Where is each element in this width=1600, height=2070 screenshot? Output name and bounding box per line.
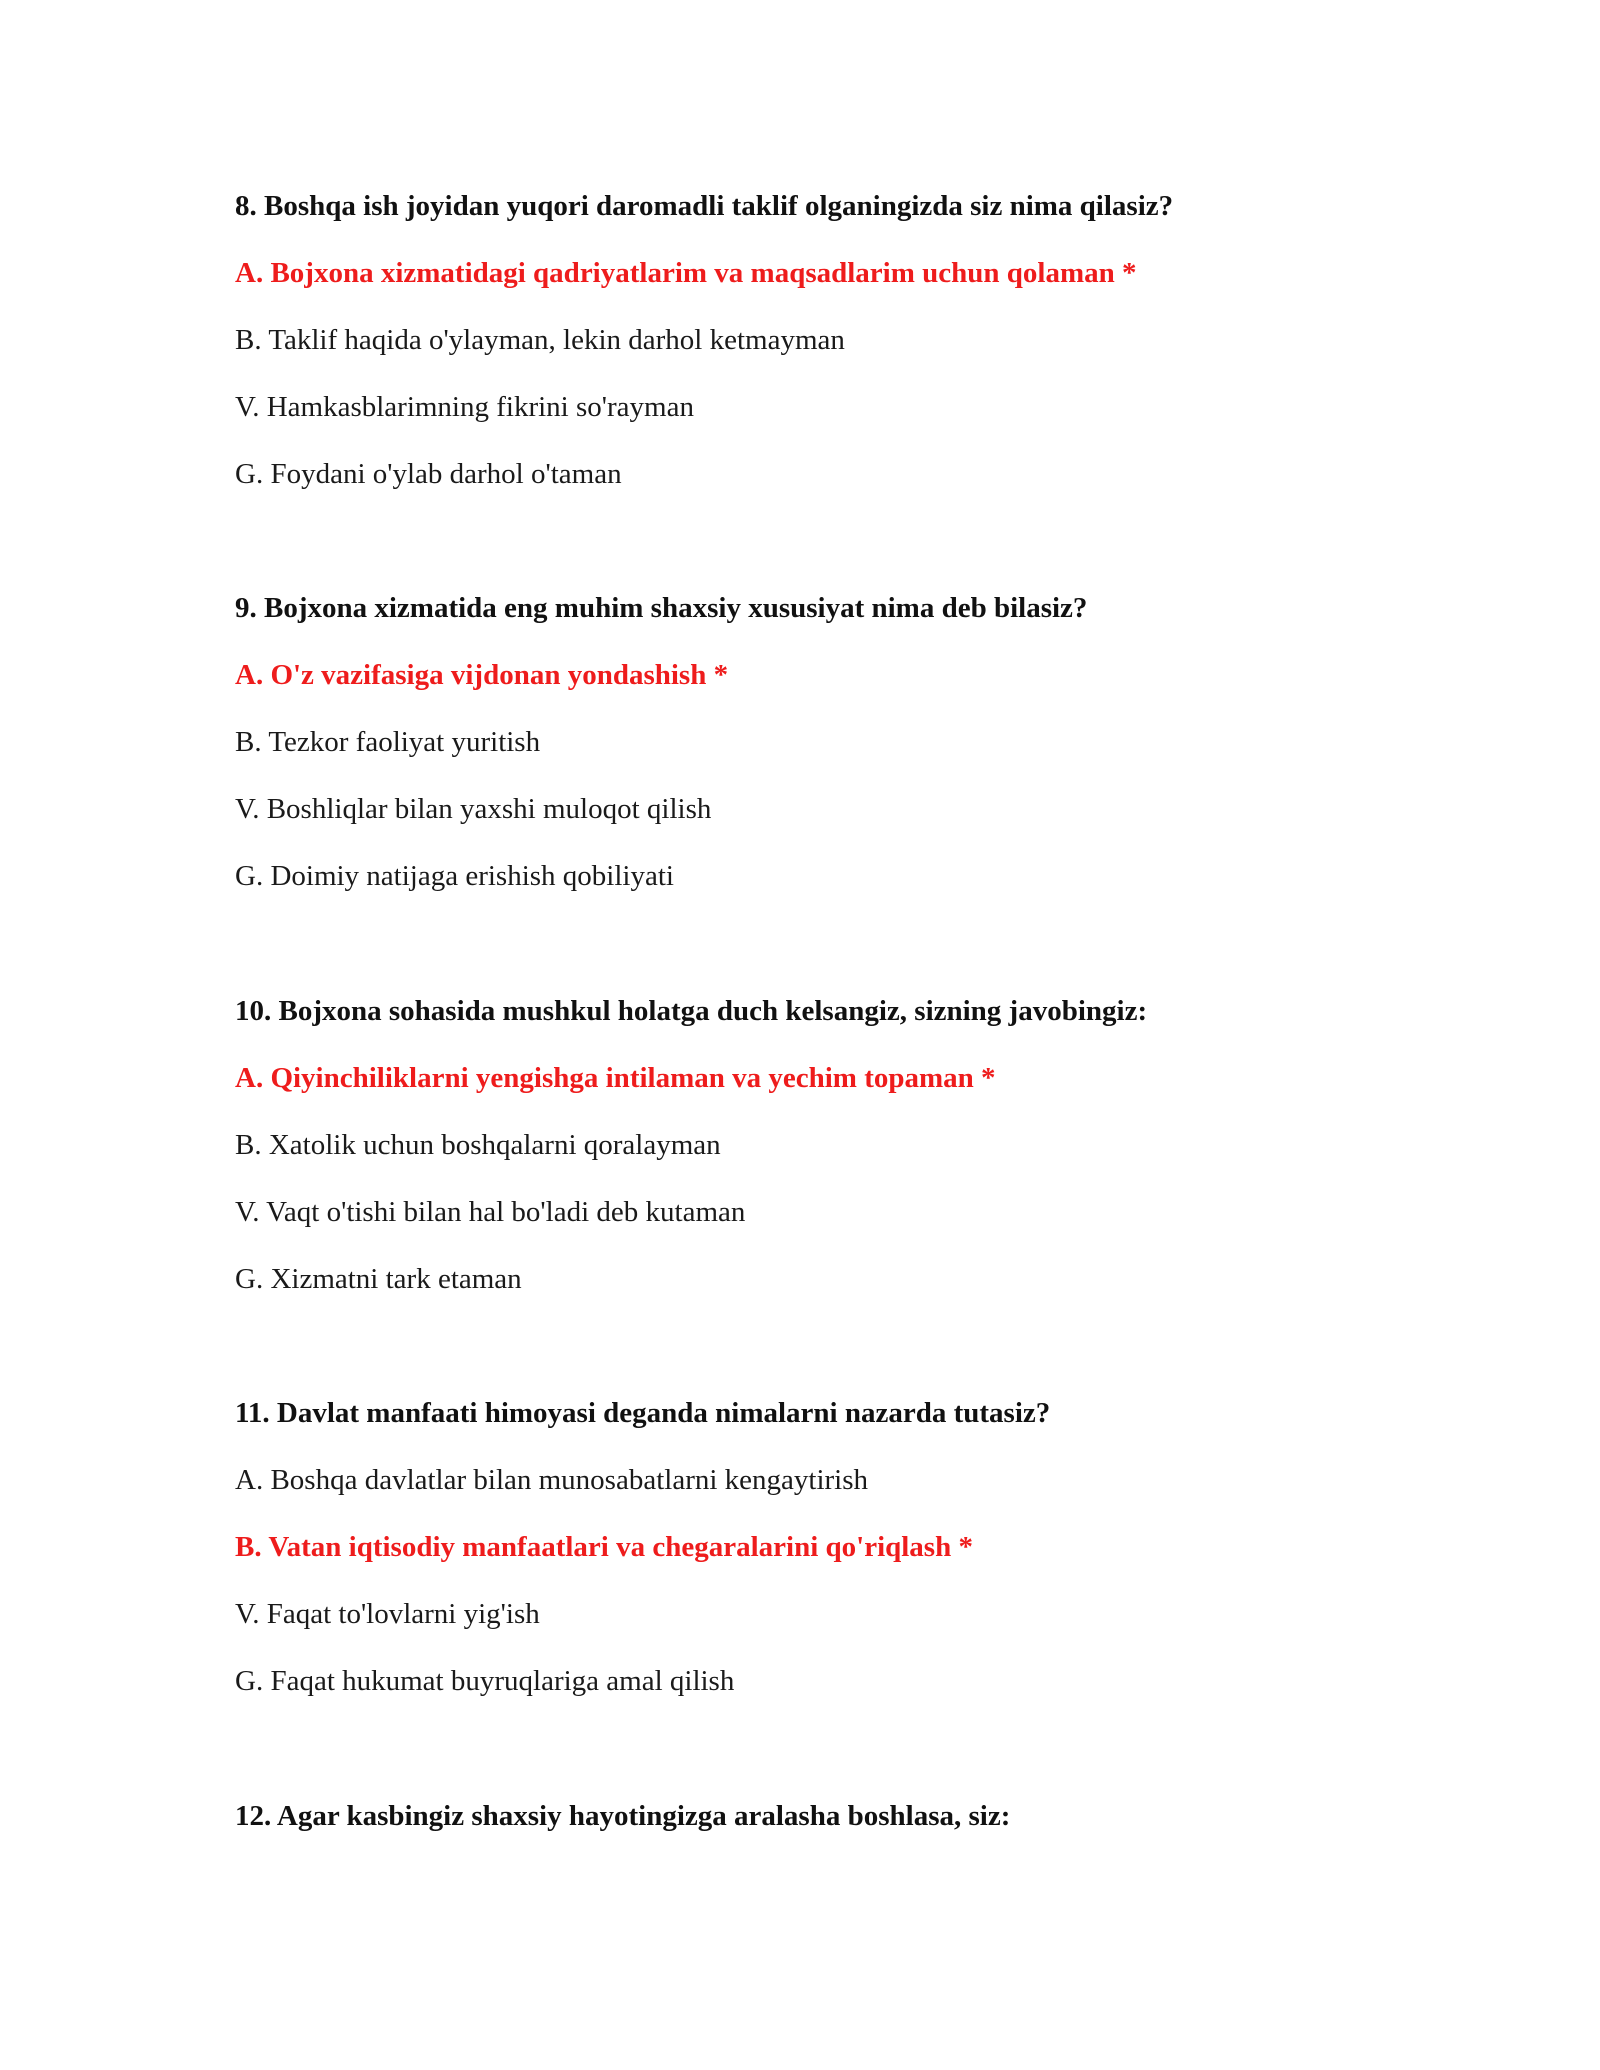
answer-option: G. Foydani o'ylab darhol o'taman [235,458,622,490]
answer-option: V. Hamkasblarimning fikrini so'rayman [235,391,694,423]
answer-option-correct: A. O'z vazifasiga vijdonan yondashish * [235,659,729,691]
answer-option: V. Faqat to'lovlarni yig'ish [235,1598,540,1630]
question-text: 12. Agar kasbingiz shaxsiy hayotingizga aralasha boshlasa, siz: [235,1800,1011,1832]
answer-option: G. Doimiy natijaga erishish qobiliyati [235,860,674,892]
answer-option: B. Xatolik uchun boshqalarni qoralayman [235,1129,721,1161]
question-text: 10. Bojxona sohasida mushkul holatga duch kelsangiz, sizning javobingiz: [235,995,1148,1027]
answer-option: V. Vaqt o'tishi bilan hal bo'ladi deb kutaman [235,1196,746,1228]
answer-option: G. Xizmatni tark etaman [235,1263,522,1295]
answer-option: B. Taklif haqida o'ylayman, lekin darhol ketmayman [235,324,845,356]
question-text: 9. Bojxona xizmatida eng muhim shaxsiy xususiyat nima deb bilasiz? [235,592,1088,624]
answer-option-correct: A. Qiyinchiliklarni yengishga intilaman va yechim topaman * [235,1062,996,1094]
answer-option: V. Boshliqlar bilan yaxshi muloqot qilish [235,793,712,825]
answer-option: A. Boshqa davlatlar bilan munosabatlarni kengaytirish [235,1464,869,1496]
answer-option-correct: B. Vatan iqtisodiy manfaatlari va chegaralarini qo'riqlash * [235,1531,973,1563]
answer-option: G. Faqat hukumat buyruqlariga amal qilish [235,1665,735,1697]
answer-option-correct: A. Bojxona xizmatidagi qadriyatlarim va maqsadlarim uchun qolaman * [235,257,1137,289]
question-text: 8. Boshqa ish joyidan yuqori daromadli taklif olganingizda siz nima qilasiz? [235,190,1174,222]
answer-option: B. Tezkor faoliyat yuritish [235,726,541,758]
question-text: 11. Davlat manfaati himoyasi deganda nimalarni nazarda tutasiz? [235,1397,1051,1429]
